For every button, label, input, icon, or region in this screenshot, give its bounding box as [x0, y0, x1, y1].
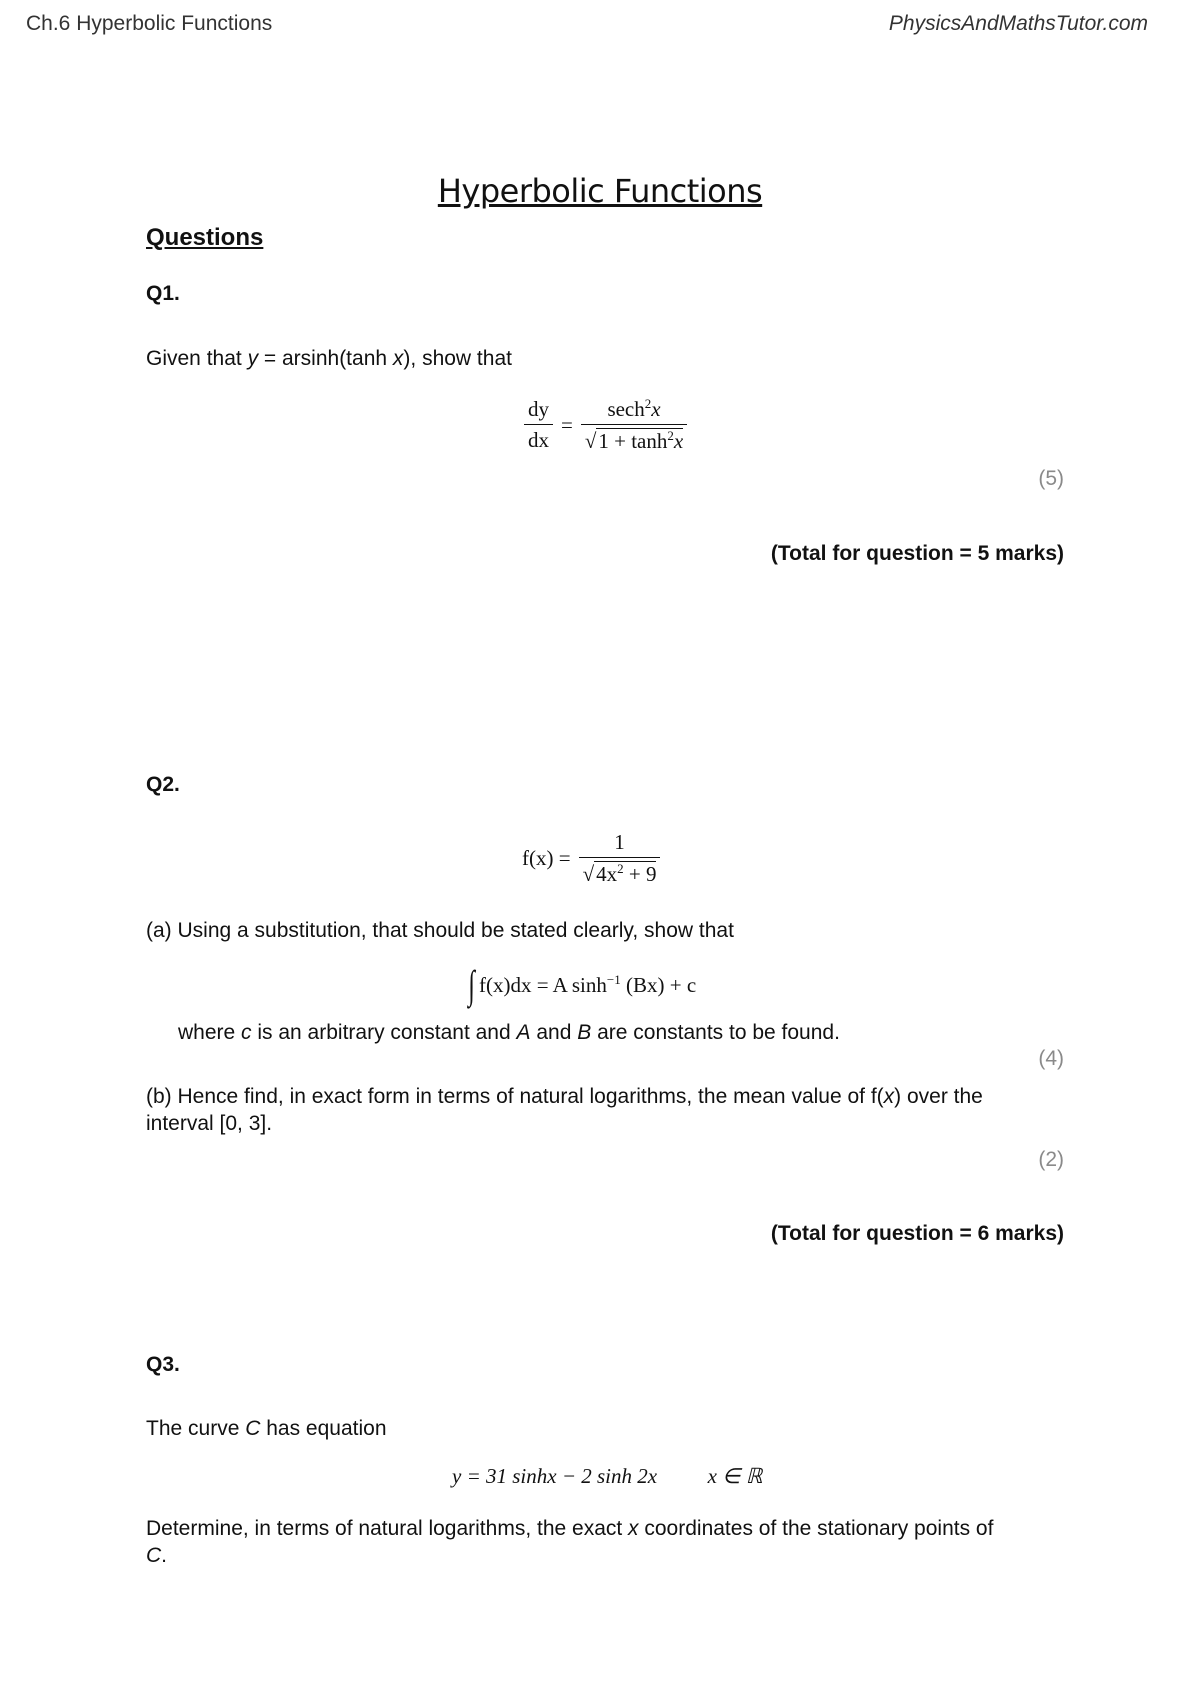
- q1-intro: Given that y = arsinh(tanh x), show that: [146, 347, 512, 370]
- q1-total: (Total for question = 5 marks): [770, 542, 1064, 565]
- q2-label: Q2.: [146, 773, 180, 796]
- q1-mark: (5): [1038, 467, 1064, 490]
- q2b-text: (b) Hence find, in exact form in terms of natural logarithms, the mean value of f(x) over the interval [0, 3].: [146, 1085, 983, 1135]
- q3-label: Q3.: [146, 1353, 180, 1376]
- header-chapter: Ch.6 Hyperbolic Functions: [26, 12, 273, 35]
- q2-function: f(x) = $\frac{1}{√4x^2 + 9}$: [522, 830, 660, 887]
- q2a-mark: (4): [1038, 1047, 1064, 1070]
- q2-integral: ∫ f(x)dx = A $\sinh^{-1} (Bx) + c$: [468, 962, 697, 1007]
- q3-intro: The curve C has equation: [146, 1417, 387, 1440]
- q2b-mark: (2): [1038, 1148, 1064, 1171]
- q2a-text: (a) Using a substitution, that should be stated clearly, show that: [146, 919, 734, 942]
- q2-where: where c is an arbitrary constant and A and B are constants to be found.: [178, 1021, 840, 1044]
- q2-total: (Total for question = 6 marks): [770, 1222, 1064, 1245]
- integral-sign: ∫: [468, 962, 475, 1007]
- page-title: Hyperbolic Functions: [437, 172, 763, 210]
- q1-label: Q1.: [146, 282, 180, 305]
- header-site: PhysicsAndMathsTutor.com: [888, 12, 1148, 35]
- q1-equation: $\frac{dy}{dx}$ = $\frac{\sec h^2x}{√1 + \tanh^2x}$: [524, 396, 687, 454]
- q3-equation: y = 31 sinhx − 2 sinh 2x x ∈ ℝ: [452, 1464, 763, 1488]
- section-heading: Questions: [146, 224, 264, 251]
- q3-determine: Determine, in terms of natural logarithms, the exact x coordinates of the stationary points of C.: [146, 1517, 994, 1567]
